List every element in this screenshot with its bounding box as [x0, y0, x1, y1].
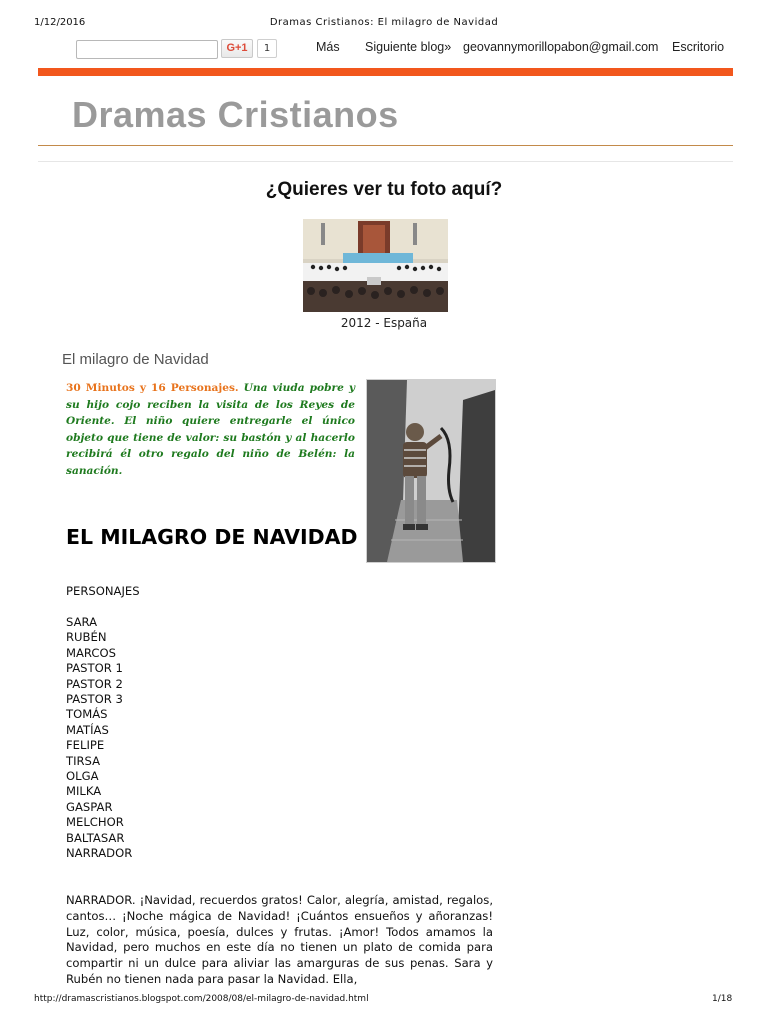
play-heading: EL MILAGRO DE NAVIDAD	[66, 525, 358, 549]
print-date: 1/12/2016	[34, 17, 86, 28]
navbar-dashboard-link[interactable]: Escritorio	[672, 40, 725, 54]
navbar-next-blog-link[interactable]: Siguiente blog»	[365, 40, 452, 54]
cast-item: PASTOR 1	[66, 661, 123, 676]
navbar-search-input[interactable]	[76, 40, 218, 59]
cast-item: RUBÉN	[66, 630, 107, 645]
cast-item: OLGA	[66, 769, 99, 784]
cast-label: PERSONAJES	[66, 584, 140, 598]
play-body-text: NARRADOR. ¡Navidad, recuerdos gratos! Calor, alegría, amistad, regalos, cantos… ¡Noche mágica de Navidad! ¡Cuántos ensueños y añoranzas! Luz, color, música, poesía, dulces y frutas. ¡Amor! Todos amamos la Navidad, pero muchos en este día no tienen un plato de comida para compartir ni un dulce para aliviar las amarguras de sus penas. Sara y Rubén no tienen nada para pasar la Navidad. Ella,	[66, 893, 493, 986]
summary-lead: 30 Minutos y 16 Personajes.	[66, 382, 239, 394]
cast-item: MATÍAS	[66, 722, 109, 737]
cast-item: MELCHOR	[66, 815, 124, 830]
photo-caption: 2012 - España	[340, 316, 428, 330]
cast-item: MARCOS	[66, 645, 116, 660]
header-divider-light	[38, 161, 733, 162]
cast-item: FELIPE	[66, 738, 105, 753]
header-divider	[38, 145, 733, 146]
cast-list	[66, 615, 132, 862]
cast-item: BALTASAR	[66, 830, 125, 845]
gplus-button[interactable]: G+1	[221, 39, 253, 58]
print-page-title: Dramas Cristianos: El milagro de Navidad	[269, 17, 499, 28]
cast-item: SARA	[66, 615, 98, 629]
print-page-number: 1/18	[712, 994, 733, 1004]
cast-item: GASPAR	[66, 799, 113, 814]
navbar-more-link[interactable]: Más	[316, 40, 340, 54]
cast-item: TOMÁS	[66, 707, 108, 722]
header-accent-bar	[38, 68, 733, 76]
cast-item: TIRSA	[66, 753, 101, 768]
cast-item: PASTOR 2	[66, 676, 123, 691]
boy-with-cane-photo	[366, 379, 496, 563]
summary-text: Una viuda pobre y su hijo cojo reciben la visita de los Reyes de Oriente. El niño quiere entregarle el único objeto que tiene de valor: su bastón y al hacerlo recibirá él otro regalo del niño de Belén: la sanación.	[66, 382, 355, 477]
widget-title: ¿Quieres ver tu foto aquí?	[265, 179, 503, 200]
choir-photo[interactable]	[303, 219, 448, 312]
cast-item: NARRADOR	[66, 846, 133, 861]
post-title[interactable]: El milagro de Navidad	[62, 351, 209, 368]
gplus-count: 1	[257, 39, 277, 58]
cast-item: PASTOR 3	[66, 692, 123, 707]
post-summary	[66, 380, 355, 479]
navbar-user-email[interactable]: geovannymorillopabon@gmail.com	[463, 40, 659, 54]
print-url: http://dramascristianos.blogspot.com/2008/08/el-milagro-de-navidad.html	[34, 994, 369, 1004]
cast-item: MILKA	[66, 784, 102, 799]
blog-title[interactable]: Dramas Cristianos	[72, 94, 399, 135]
